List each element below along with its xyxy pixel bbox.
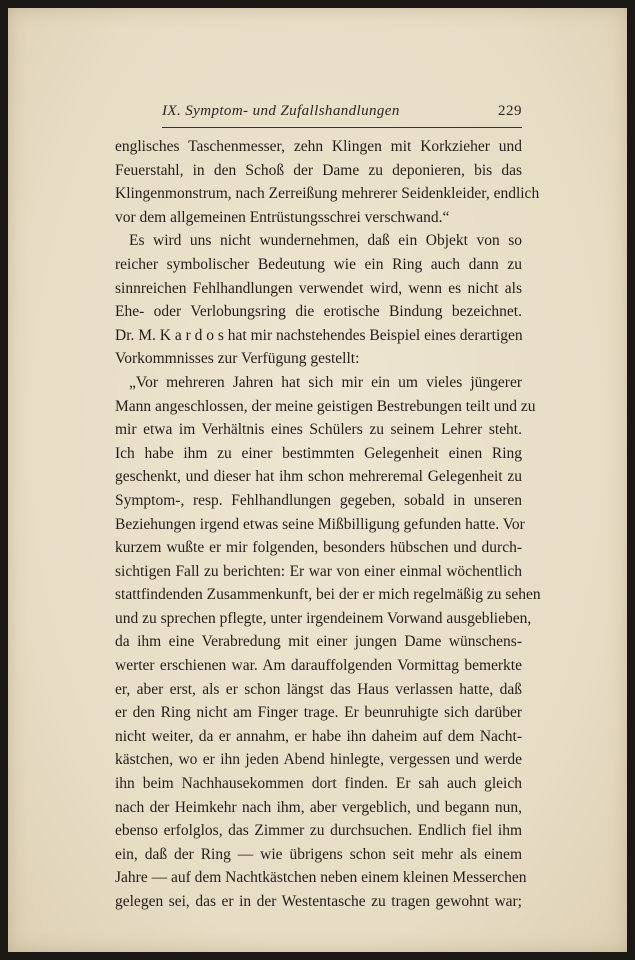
text-line: ihn beim Nachhausekommen dort finden. Er sah auch gleich [115,775,522,793]
text-line: Symptom-, resp. Fehlhandlungen gegeben, sobald in unseren [115,491,522,509]
text-line: kästchen, wo er ihn jeden Abend hinlegte, vergessen und werde [115,751,522,769]
page-number: 229 [498,103,522,119]
text-line: Ehe- oder Verlobungsring die erotische Bindung bezeichnet. [115,303,522,321]
text-line: und zu sprechen pflegte, unter irgendeinem Vorwand ausgeblieben, [115,609,532,627]
text-line: stattfindenden Zusammenkunft, bei der er mich regelmäßig zu sehen [115,586,541,604]
running-title: IX. Symptom- und Zufallshandlungen [162,103,400,119]
text-line: Dr. M. K a r d o s hat mir nachstehendes Beispiel eines derartigen [115,326,523,344]
text-line: reicher symbolischer Bedeutung wie ein Ring auch dann zu [115,255,522,273]
text-line: Vorkommnisses zur Verfügung gestellt: [115,350,360,368]
text-line: sichtigen Fall zu berichten: Er war von einer einmal wöchentlich [115,562,522,580]
text-line: Jahre — auf dem Nachtkästchen neben einem kleinen Messerchen [115,869,527,887]
text-line: nach der Heimkehr nach ihm, aber vergeblich, und begann nun, [115,798,522,816]
text-line: vor dem allgemeinen Entrüstungsschrei verschwand.“ [115,208,450,226]
text-line: geschenkt, und dieser hat ihm schon mehreremal Gelegenheit zu [115,468,522,486]
text-line: ebenso erfolglos, das Zimmer zu durchsuchen. Endlich fiel ihm [115,822,522,840]
text-line: Mann angeschlossen, der meine geistigen Bestrebungen teilt und zu [115,397,536,415]
text-line: Klingenmonstrum, nach Zerreißung mehrerer Seidenkleider, endlich [115,185,540,203]
book-page [8,8,627,952]
text-line: werter erschienen war. Am darauffolgenden Vormittag bemerkte [115,657,522,675]
text-line: Beziehungen irgend etwas seine Mißbilligung gefunden hatte. Vor [115,515,525,533]
page-header [162,103,522,125]
text-line: Ich habe ihm zu einer bestimmten Gelegenheit einen Ring [115,444,522,462]
text-line: nicht weiter, da er annahm, er habe ihn daheim auf dem Nacht- [115,727,522,745]
text-line: da ihm eine Verabredung mit einer jungen Dame wünschens- [115,633,522,651]
text-line: kurzem wußte er mir folgenden, besonders hübschen und durch- [115,539,522,557]
text-line: gelegen sei, das er in der Westentasche zu tragen gewohnt war; [115,893,522,910]
body-text [115,135,541,914]
text-line: Feuerstahl, in den Schoß der Dame zu deponieren, bis das [115,161,522,179]
text-line: mir etwa im Verhältnis eines Schülers zu seinem Lehrer steht. [115,421,522,439]
text-line: „Vor mehreren Jahren hat sich mir ein um vieles jüngerer [129,373,522,391]
text-line: Es wird uns nicht wundernehmen, daß ein Objekt von so [129,232,522,250]
text-line: ein, daß der Ring — wie übrigens schon seit mehr als einem [115,845,522,863]
text-line: er, aber erst, als er schon längst das Haus verlassen hatte, daß [115,680,522,698]
text-line: englisches Taschenmesser, zehn Klingen mit Korkzieher und [115,138,522,155]
header-rule [162,127,522,128]
text-line: er den Ring nicht am Finger trage. Er beunruhigte sich darüber [115,704,522,722]
text-line: sinnreichen Fehlhandlungen verwendet wird, wenn es nicht als [115,279,522,297]
